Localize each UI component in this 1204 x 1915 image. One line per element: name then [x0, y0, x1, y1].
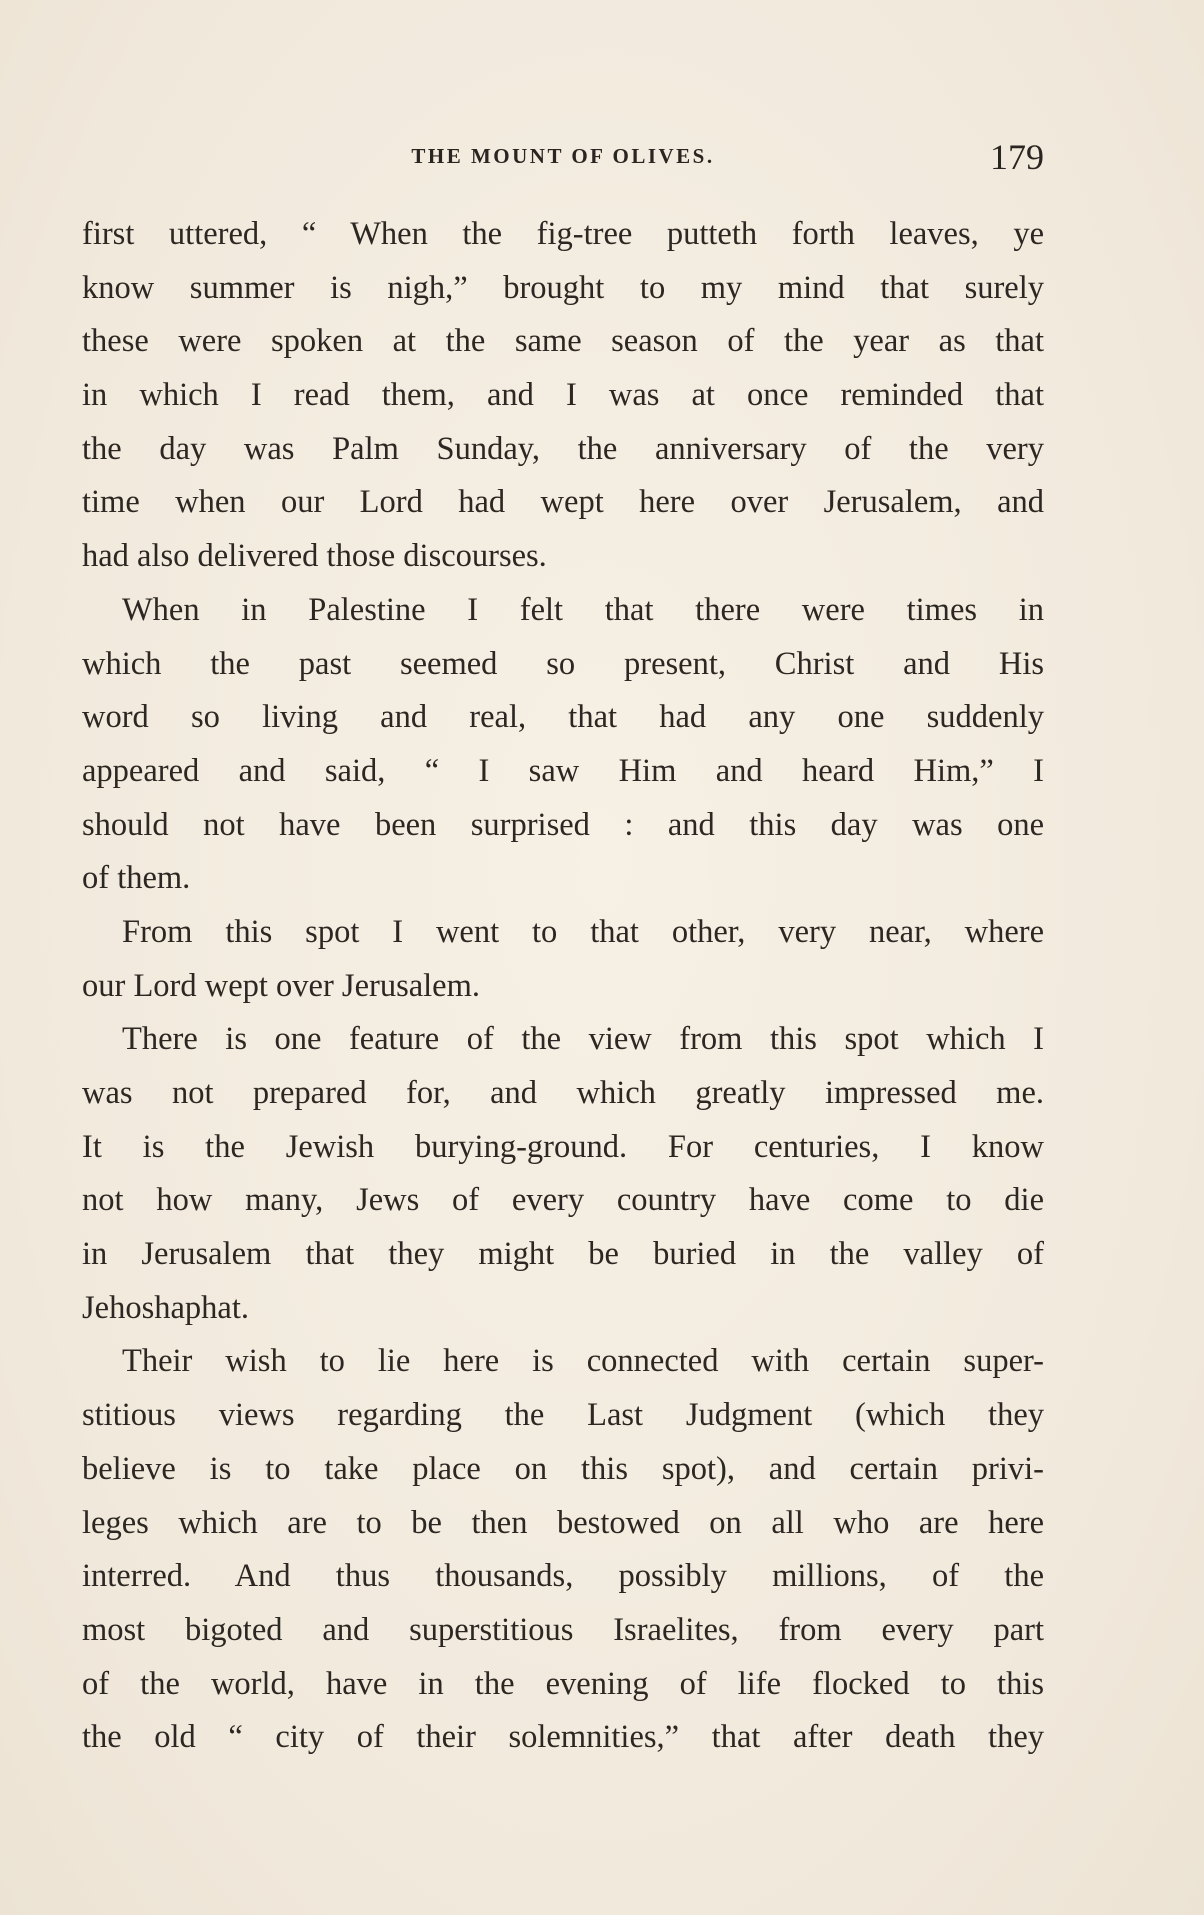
text-line: the day was Palm Sunday, the anniversary of the very	[82, 430, 1044, 467]
text-line: interred. And thus thousands, possibly millions, of the	[82, 1558, 1044, 1595]
text-line: There is one feature of the view from this spot which I	[122, 1021, 1044, 1058]
text-line: Jehoshaphat.	[82, 1289, 249, 1326]
text-line: stitious views regarding the Last Judgment (which they	[82, 1397, 1044, 1434]
text-line: of them.	[82, 860, 191, 897]
running-title: THE MOUNT OF OLIVES.	[411, 144, 715, 168]
text-line: which the past seemed so present, Christ and His	[82, 645, 1044, 682]
text-line: word so living and real, that had any one suddenly	[82, 699, 1044, 736]
text-line: was not prepared for, and which greatly impressed me.	[82, 1075, 1044, 1111]
text-line: leges which are to be then bestowed on all who are here	[82, 1504, 1044, 1541]
text-line: most bigoted and superstitious Israelites, from every part	[82, 1611, 1044, 1648]
text-line: in Jerusalem that they might be buried in the valley of	[82, 1236, 1044, 1273]
text-line: When in Palestine I felt that there were times in	[122, 591, 1044, 628]
text-line: believe is to take place on this spot), and certain privi-	[82, 1450, 1044, 1487]
page-number: 179	[990, 137, 1044, 177]
running-head	[82, 136, 1044, 180]
text-line: of the world, have in the evening of life flocked to this	[82, 1665, 1044, 1702]
text-line: first uttered, “ When the fig-tree putteth forth leaves, ye	[82, 216, 1044, 252]
text-line: these were spoken at the same season of the year as that	[82, 323, 1044, 360]
text-line: Their wish to lie here is connected with certain super-	[122, 1343, 1044, 1380]
text-line: the old “ city of their solemnities,” that after death they	[82, 1719, 1044, 1756]
text-line: time when our Lord had wept here over Jerusalem, and	[82, 484, 1044, 521]
text-line: our Lord wept over Jerusalem.	[82, 967, 480, 1004]
text-line: should not have been surprised : and this day was one	[82, 806, 1044, 843]
body-text	[82, 208, 1044, 1765]
text-line: From this spot I went to that other, very near, where	[122, 913, 1044, 950]
text-line: know summer is nigh,” brought to my mind that surely	[82, 269, 1044, 306]
text-line: appeared and said, “ I saw Him and heard Him,” I	[82, 752, 1044, 789]
text-line: in which I read them, and I was at once reminded that	[82, 377, 1044, 414]
text-line: had also delivered those discourses.	[82, 538, 547, 575]
text-line: It is the Jewish burying-ground. For centuries, I know	[82, 1128, 1044, 1165]
text-line: not how many, Jews of every country have come to die	[82, 1182, 1044, 1219]
